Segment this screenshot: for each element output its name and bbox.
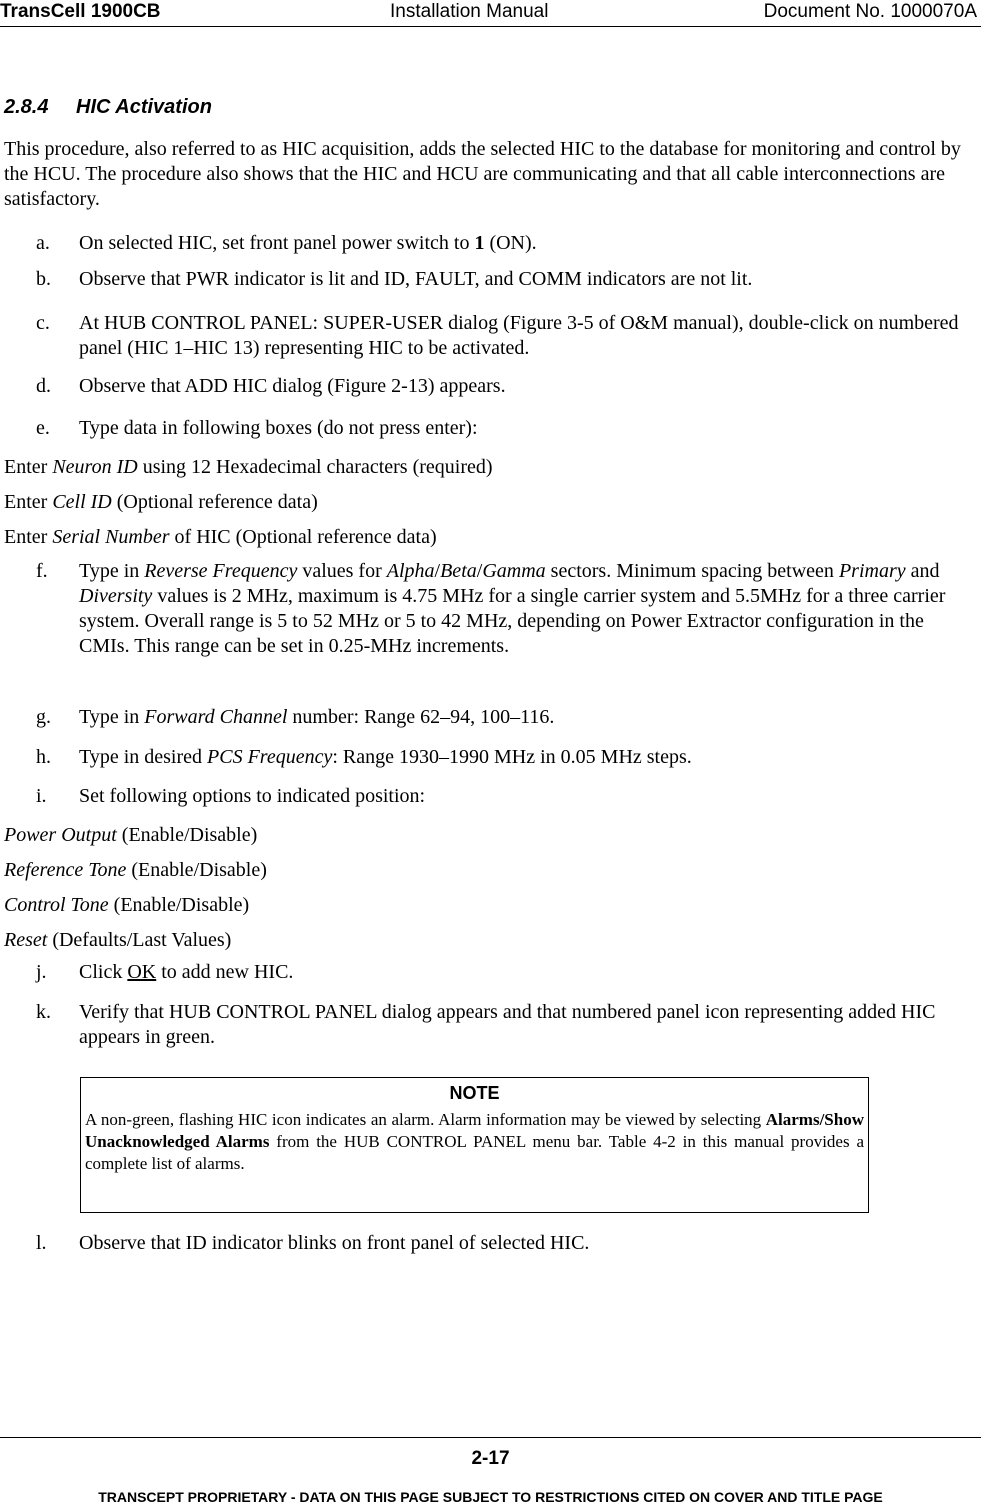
step-letter: h. (36, 746, 51, 768)
option-power-output: Power Output (Enable/Disable) (4, 824, 258, 846)
step-l: l. Observe that ID indicator blinks on front panel of selected HIC. (36, 1232, 590, 1254)
step-letter: a. (36, 232, 50, 254)
step-h: h. Type in desired PCS Frequency: Range 1930–1990 MHz in 0.05 MHz steps. (36, 746, 692, 768)
ok-link: OK (127, 961, 157, 983)
section-heading (4, 96, 212, 119)
step-e: e. Type data in following boxes (do not press enter): (36, 417, 478, 439)
step-letter: e. (36, 417, 50, 439)
step-c: c. At HUB CONTROL PANEL: SUPER-USER dialog (Figure 3-5 of O&M manual), double-click on numbered panel (HIC 1–HIC 13) representing HIC to be activated. (36, 312, 959, 359)
page-number: 2-17 (471, 1448, 510, 1469)
header-document-number: Document No. 1000070A (763, 1, 977, 22)
option-reset: Reset (Defaults/Last Values) (4, 929, 232, 951)
entry-serial-number: Enter Serial Number of HIC (Optional reference data) (4, 526, 437, 548)
step-d: d. Observe that ADD HIC dialog (Figure 2-13) appears. (36, 375, 506, 397)
step-letter: k. (36, 1001, 51, 1023)
step-a: a. On selected HIC, set front panel power switch to 1 (ON). (36, 232, 537, 254)
note-body: A non-green, flashing HIC icon indicates an alarm. Alarm information may be viewed by selecting Alarms/Show Unacknowledged Alarms from the HUB CONTROL PANEL menu bar. Table 4-2 in this manual provides a complete list of alarms. (85, 1110, 864, 1173)
footer-divider (0, 1437, 981, 1438)
step-j: j. Click OK to add new HIC. (36, 961, 294, 983)
intro-paragraph: This procedure, also referred to as HIC acquisition, adds the selected HIC to the database for monitoring and control by the HCU. The procedure also shows that the HIC and HCU are communicating and that all cable interconnections are satisfactory. (4, 138, 961, 210)
step-letter: i. (36, 785, 47, 807)
entry-neuron-id: Enter Neuron ID using 12 Hexadecimal characters (required) (4, 456, 493, 478)
step-letter: g. (36, 706, 51, 728)
option-control-tone: Control Tone (Enable/Disable) (4, 894, 250, 916)
step-letter: b. (36, 268, 51, 290)
header-manual-title: Installation Manual (390, 1, 549, 22)
option-reference-tone: Reference Tone (Enable/Disable) (4, 859, 267, 881)
note-title: NOTE (449, 1083, 500, 1103)
page-header (0, 0, 981, 27)
step-k: k. Verify that HUB CONTROL PANEL dialog appears and that numbered panel icon representing added HIC appears in green. (36, 1001, 936, 1048)
step-i: i. Set following options to indicated position: (36, 785, 426, 807)
step-g: g. Type in Forward Channel number: Range 62–94, 100–116. (36, 706, 555, 728)
step-b: b. Observe that PWR indicator is lit and ID, FAULT, and COMM indicators are not lit. (36, 268, 753, 290)
proprietary-notice: TRANSCEPT PROPRIETARY - DATA ON THIS PAGE SUBJECT TO RESTRICTIONS CITED ON COVER AND TITLE PAGE (98, 1489, 883, 1505)
step-letter: d. (36, 375, 51, 397)
step-letter: l. (36, 1232, 47, 1254)
header-product: TransCell 1900CB (0, 1, 161, 22)
step-letter: c. (36, 312, 50, 334)
section-title: HIC Activation (76, 96, 212, 118)
step-f: f. Type in Reverse Frequency values for Alpha/Beta/Gamma sectors. Minimum spacing between Primary and Diversity values is 2 MHz, maximum is 4.75 MHz for a single carrier system and 5.5MHz for a three carrier system. Overall range is 5 to 52 MHz or 5 to 42 MHz, depending on Power Extractor configuration in the CMIs. This range can be set in 0.25-MHz increments. (36, 560, 946, 657)
entry-cell-id: Enter Cell ID (Optional reference data) (4, 491, 318, 513)
step-letter: j. (36, 961, 47, 983)
note-box (80, 1077, 869, 1213)
section-number: 2.8.4 (4, 96, 49, 118)
step-letter: f. (36, 560, 48, 582)
